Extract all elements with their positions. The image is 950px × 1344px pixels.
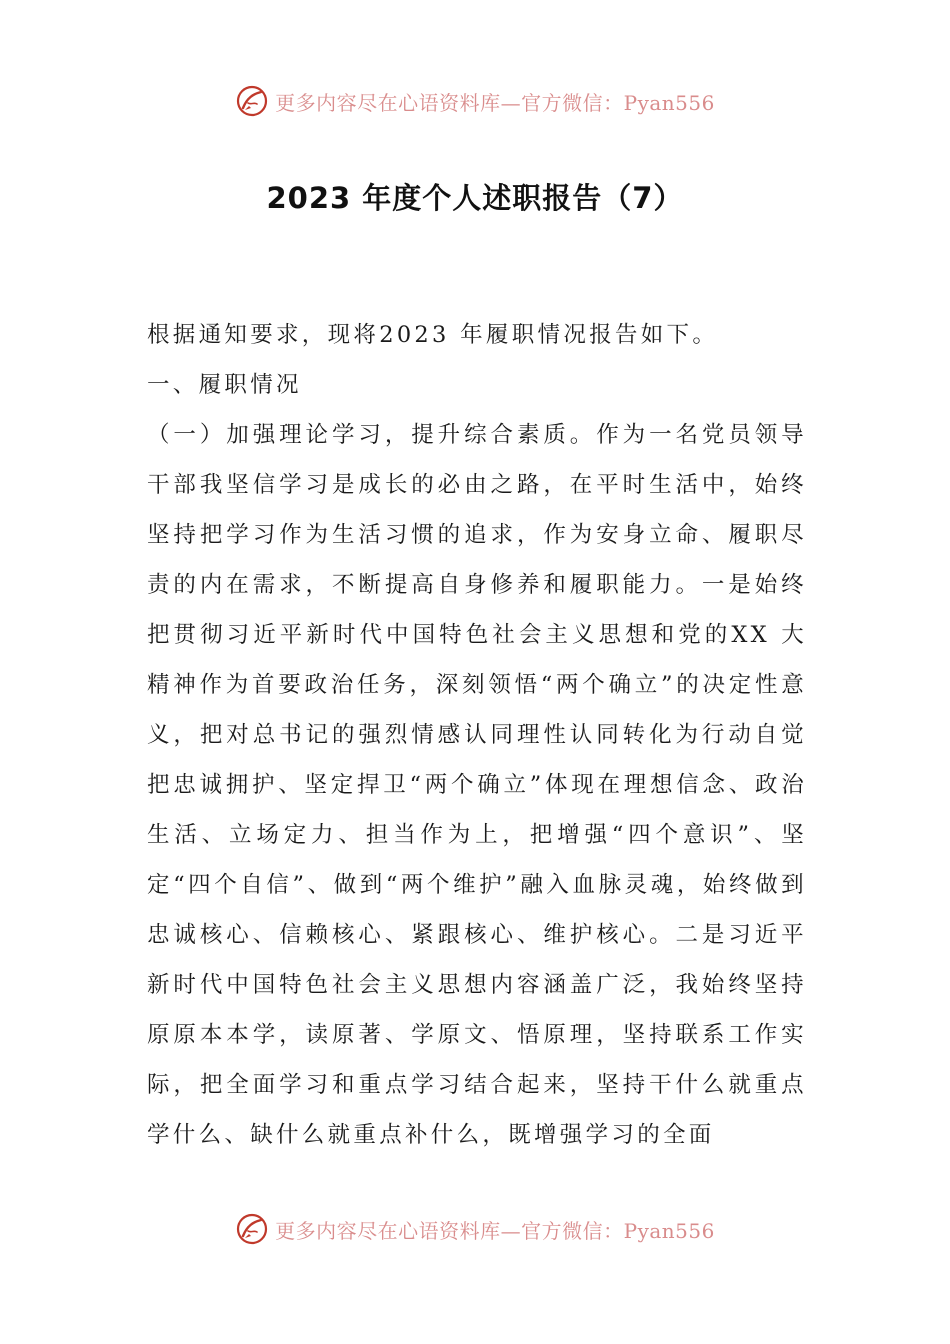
document-body [147, 310, 807, 1160]
section-heading: 一、履职情况 [147, 372, 302, 398]
pen-signature-logo-icon [235, 84, 269, 118]
header-watermark-text: 更多内容尽在心语资料库—官方微信：Pyan556 [275, 90, 715, 115]
footer-watermark-text: 更多内容尽在心语资料库—官方微信：Pyan556 [275, 1218, 715, 1243]
intro-paragraph: 根据通知要求，现将2023 年履职情况报告如下。 [147, 322, 719, 348]
pen-signature-logo-icon [235, 1212, 269, 1246]
header-watermark [0, 84, 950, 118]
document-title: 2023 年度个人述职报告（7） [266, 181, 684, 215]
footer-watermark [0, 1212, 950, 1246]
body-paragraph: （一）加强理论学习，提升综合素质。作为一名党员领导干部我坚信学习是成长的必由之路，在平时生活中，始终坚持把学习作为生活习惯的追求，作为安身立命、履职尽责的内在需求，不断提高自身修养和履职能力。一是始终把贯彻习近平新时代中国特色社会主义思想和党的XX 大精神作为首要政治任务，深刻领悟“两个确立”的决定性意义，把对总书记的强烈情感认同理性认同转化为行动自觉把忠诚拥护、坚定捍卫“两个确立”体现在理想信念、政治生活、立场定力、担当作为上，把增强“四个意识”、坚定“四个自信”、做到“两个维护”融入血脉灵魂，始终做到忠诚核心、信赖核心、紧跟核心、维护核心。二是习近平新时代中国特色社会主义思想内容涵盖广泛，我始终坚持原原本本学，读原著、学原文、悟原理，坚持联系工作实际，把全面学习和重点学习结合起来，坚持干什么就重点学什么、缺什么就重点补什么，既增强学习的全面 [147, 422, 807, 1148]
